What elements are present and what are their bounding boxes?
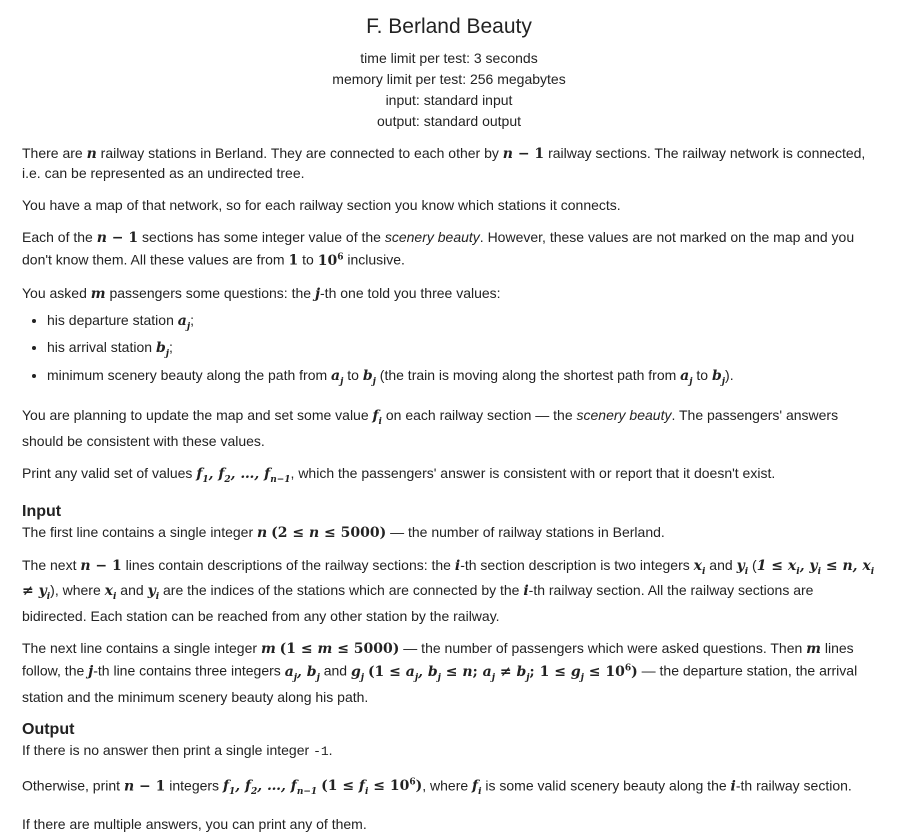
problem-statement	[0, 144, 898, 834]
input-p3: The next line contains a single integer m (1 ≤ m ≤ 5000) — the number of passengers which were asked questions. Then m lines follow, the j-th line contains three integers $a_j$, $b_j$ and $g_j$ ($1 \le a_j$, $b_j \le n$; $a_j \ne b_j$; $1 \le g_j \le 10^6$) — the departure station, the arrival station and the minimum scenery beauty along his path.	[22, 640, 858, 705]
statement-p6: Print any valid set of values $f_1$, $f_2$, …, $f_{n-1}$, which the passengers' answer is consistent with or report that it doesn't exist.	[22, 464, 776, 485]
statement-p2: You have a map of that network, so for each railway section you know which stations it connects.	[22, 197, 621, 213]
list-item: • his arrival station $b_j$;	[47, 337, 876, 365]
list-item: • minimum scenery beauty along the path from $a_j$ to $b_j$ (the train is moving along the shortest path from $a_j$ to $b_j$).	[47, 365, 876, 393]
memory-limit: memory limit per test: 256 megabytes	[332, 71, 566, 87]
output-p2: Otherwise, print n − 1 integers $f_1$, $f_2$, …, $f_{n-1}$ $(1 \le f_i \le 10^6)$, where $f_i$ is some valid scenery beauty along the i-th railway section.	[22, 777, 852, 798]
statement-p3: Each of the n − 1 sections has some integer value of the scenery beauty. However, these values are not marked on the map and you don't know them. All these values are from 1 to $10^6$ inclusive.	[22, 229, 855, 269]
input-p2: The next n − 1 lines contain descriptions of the railway sections: the i-th section description is two integers $x_i$ and $y_i$ ($1 \le x_i$, $y_i \le n$, $x_i \ne y_i$), where $x_i$ and $y_i$ are the indices of the stations which are connected by the i-th railway section. All the railway sections are bidirected. Each station can be reached from any other station by the railway.	[22, 556, 875, 625]
output-p1: If there is no answer then print a single integer -1.	[22, 741, 333, 759]
input-heading: Input	[22, 502, 62, 520]
statement-p4: You asked m passengers some questions: the j-th one told you three values:	[22, 284, 501, 302]
output-p3: If there are multiple answers, you can print any of them.	[22, 816, 367, 833]
input-p1: The first line contains a single integer n (2 ≤ n ≤ 5000) — the number of railway stations in Berland.	[22, 523, 665, 541]
problem-header	[0, 0, 898, 132]
output-spec: output: standard output	[377, 113, 521, 129]
problem-title: F. Berland Beauty	[366, 15, 532, 38]
statement-p1: There are n railway stations in Berland. They are connected to each other by n − 1 railway sections. The railway network is connected, i.e. can be represented as an undirected tree.	[22, 145, 866, 181]
passenger-values-list	[22, 310, 876, 393]
statement-p5: You are planning to update the map and set some value $f_i$ on each railway section — the scenery beauty. The passengers' answers should be consistent with these values.	[22, 407, 839, 449]
list-item: • his departure station $a_j$;	[47, 310, 876, 338]
input-spec: input: standard input	[385, 92, 513, 108]
time-limit: time limit per test: 3 seconds	[360, 50, 538, 66]
output-heading: Output	[22, 720, 75, 738]
